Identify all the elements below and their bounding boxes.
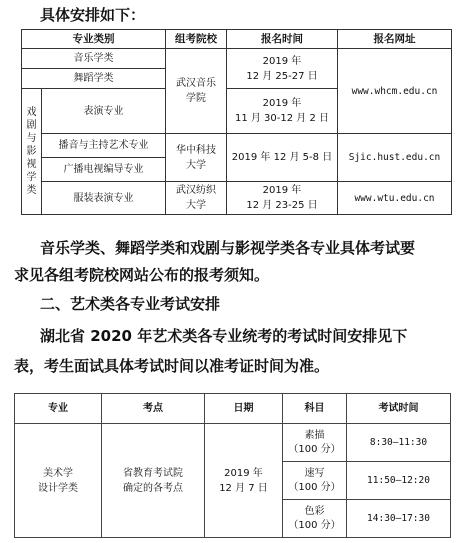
registration-table (21, 29, 452, 215)
date-music-dance: 2019 年 12 月 25-27 日 (227, 49, 338, 89)
para2-line2: 表，考生面试具体考试时间以准考证时间为准。 (14, 357, 330, 375)
header-school: 组考院校 (166, 30, 227, 49)
major-performance: 表演专业 (42, 89, 166, 134)
header-major: 专业 (15, 394, 102, 424)
site-whcm: www.whcm.edu.cn (338, 49, 452, 134)
time-color: 14:30—17:30 (347, 500, 451, 538)
major-dance: 舞蹈学类 (22, 69, 166, 89)
intro-heading: 具体安排如下： (40, 6, 146, 24)
exam-schedule-table (14, 393, 451, 538)
header-reg-time: 报名时间 (227, 30, 338, 49)
major-costume: 服装表演专业 (42, 182, 166, 215)
exam-date: 2019 年 12 月 7 日 (205, 424, 283, 538)
header-exam-time: 考试时间 (347, 394, 451, 424)
subject-color: 色彩 （100 分） (283, 500, 347, 538)
subject-quick-sketch: 速写 （100 分） (283, 462, 347, 500)
site-wtu: www.wtu.edu.cn (338, 182, 452, 215)
header-subject: 科目 (283, 394, 347, 424)
para1-line2: 求见各组考院校网站公布的报考须知。 (14, 266, 270, 284)
section2-title: 二、艺术类各专业考试安排 (40, 295, 221, 313)
date-hust: 2019 年 12 月 5-8 日 (227, 134, 338, 182)
exam-major: 美术学 设计学类 (15, 424, 102, 538)
subject-sketch: 素描 （100 分） (283, 424, 347, 462)
header-reg-site: 报名网址 (338, 30, 452, 49)
para1-line1: 音乐学类、舞蹈学类和戏剧与影视学类各专业具体考试要 (40, 239, 416, 257)
time-sketch: 8:30—11:30 (347, 424, 451, 462)
date-wtu: 2019 年 12 月 23-25 日 (227, 182, 338, 215)
major-music: 音乐学类 (22, 49, 166, 69)
school-hust: 华中科技大学 (166, 134, 227, 182)
major-broadcast: 播音与主持艺术专业 (42, 134, 166, 158)
major-tv-directing: 广播电视编导专业 (42, 158, 166, 182)
header-date: 日期 (205, 394, 283, 424)
date-performance: 2019 年 11 月 30-12 月 2 日 (227, 89, 338, 134)
header-location: 考点 (102, 394, 205, 424)
header-major-category: 专业类别 (22, 30, 166, 49)
site-hust: Sjic.hust.edu.cn (338, 134, 452, 182)
group-theatre-film: 戏 剧 与 影 视 学 类 (22, 89, 42, 215)
school-wtu: 武汉纺织大学 (166, 182, 227, 215)
school-whcm: 武汉音乐学院 (166, 49, 227, 134)
time-quick-sketch: 11:50—12:20 (347, 462, 451, 500)
exam-location: 省教育考试院 确定的各考点 (102, 424, 205, 538)
para2-line1: 湖北省 2020 年艺术类各专业统考的考试时间安排见下 (40, 327, 408, 345)
